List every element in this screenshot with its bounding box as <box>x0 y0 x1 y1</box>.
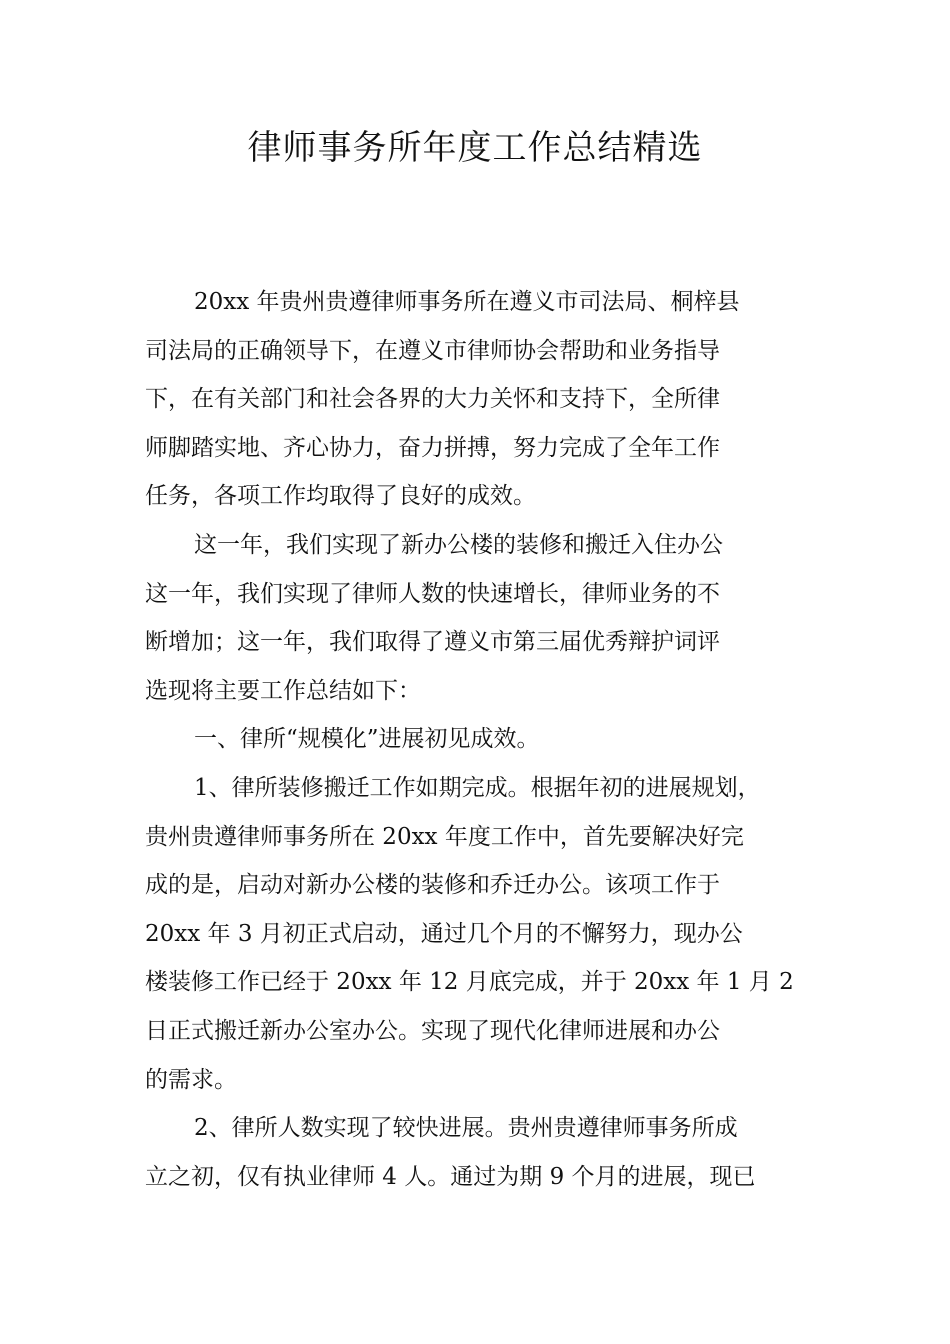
text-line: 一、律所“规模化”进展初见成效。 <box>194 726 540 753</box>
text-line: 1、律所装修搬迁工作如期完成。根据年初的进展规划， <box>194 774 761 801</box>
text-line: 下，在有关部门和社会各界的大力关怀和支持下，全所律 <box>145 386 720 413</box>
text-line: 20xx 年 3 月初正式启动，通过几个月的不懈努力，现办公 <box>145 920 743 947</box>
document-body <box>145 278 815 1201</box>
text-line: 这一年，我们实现了新办公楼的装修和搬迁入住办公 <box>194 531 723 558</box>
text-line: 成的是，启动对新办公楼的装修和乔迁办公。该项工作于 <box>145 872 720 899</box>
text-line: 选现将主要工作总结如下： <box>145 677 421 704</box>
text-line: 这一年，我们实现了律师人数的快速增长，律师业务的不 <box>145 580 720 607</box>
text-line: 20xx 年贵州贵遵律师事务所在遵义市司法局、桐梓县 <box>194 289 740 315</box>
text-line: 司法局的正确领导下，在遵义市律师协会帮助和业务指导 <box>145 337 720 364</box>
text-line: 2、律所人数实现了较快进展。贵州贵遵律师事务所成 <box>194 1115 738 1142</box>
text-line: 贵州贵遵律师事务所在 20xx 年度工作中，首先要解决好完 <box>145 823 744 850</box>
text-line: 立之初，仅有执业律师 4 人。通过为期 9 个月的进展，现已 <box>145 1163 756 1190</box>
text-line: 断增加；这一年，我们取得了遵义市第三届优秀辩护词评 <box>145 629 720 656</box>
document-title: 律师事务所年度工作总结精选 <box>247 128 703 168</box>
text-line: 任务，各项工作均取得了良好的成效。 <box>145 483 536 510</box>
text-line: 楼装修工作已经于 20xx 年 12 月底完成，并于 20xx 年 1 月 2 <box>145 969 794 996</box>
text-line: 师脚踏实地、齐心协力，奋力拼搏，努力完成了全年工作 <box>145 434 720 461</box>
text-line: 的需求。 <box>145 1066 237 1093</box>
text-line: 日正式搬迁新办公室办公。实现了现代化律师进展和办公 <box>145 1017 720 1044</box>
